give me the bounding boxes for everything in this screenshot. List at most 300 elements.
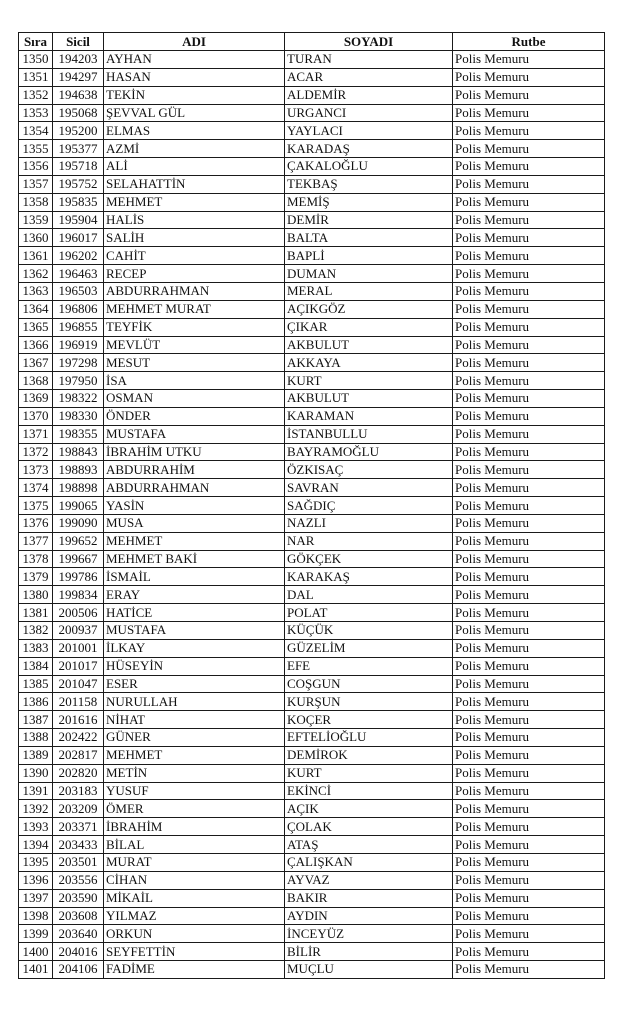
cell-sicil: 203209: [53, 800, 104, 818]
cell-soyadi: AKKAYA: [285, 354, 453, 372]
table-row: [19, 871, 605, 889]
cell-rutbe: Polis Memuru: [453, 925, 605, 943]
cell-soyadi: MEMİŞ: [285, 193, 453, 211]
cell-sira: 1368: [19, 372, 53, 390]
cell-sira: 1363: [19, 282, 53, 300]
cell-adi: MUSTAFA: [104, 425, 285, 443]
cell-adi: TEKİN: [104, 86, 285, 104]
table-row: [19, 175, 605, 193]
table-row: [19, 800, 605, 818]
cell-adi: MEHMET MURAT: [104, 300, 285, 318]
table-row: [19, 86, 605, 104]
table-row: [19, 586, 605, 604]
table-row: [19, 907, 605, 925]
table-row: [19, 782, 605, 800]
table-row: [19, 158, 605, 176]
cell-rutbe: Polis Memuru: [453, 407, 605, 425]
cell-rutbe: Polis Memuru: [453, 764, 605, 782]
table-row: [19, 300, 605, 318]
table-row: [19, 622, 605, 640]
cell-adi: BİLAL: [104, 836, 285, 854]
cell-soyadi: KARADAŞ: [285, 140, 453, 158]
table-row: [19, 140, 605, 158]
cell-sira: 1396: [19, 871, 53, 889]
table-row: [19, 407, 605, 425]
cell-soyadi: SAVRAN: [285, 479, 453, 497]
table-row: [19, 282, 605, 300]
cell-sira: 1398: [19, 907, 53, 925]
cell-adi: ÖNDER: [104, 407, 285, 425]
cell-rutbe: Polis Memuru: [453, 300, 605, 318]
column-header-rutbe: Rutbe: [453, 33, 605, 51]
cell-soyadi: POLAT: [285, 604, 453, 622]
cell-soyadi: ALDEMİR: [285, 86, 453, 104]
cell-adi: MURAT: [104, 853, 285, 871]
cell-sicil: 196202: [53, 247, 104, 265]
cell-sira: 1382: [19, 622, 53, 640]
cell-rutbe: Polis Memuru: [453, 282, 605, 300]
cell-rutbe: Polis Memuru: [453, 229, 605, 247]
table-row: [19, 104, 605, 122]
cell-soyadi: BİLİR: [285, 943, 453, 961]
cell-sira: 1394: [19, 836, 53, 854]
cell-adi: SELAHATTİN: [104, 175, 285, 193]
cell-adi: ALİ: [104, 158, 285, 176]
cell-soyadi: ÇOLAK: [285, 818, 453, 836]
cell-sira: 1369: [19, 390, 53, 408]
cell-rutbe: Polis Memuru: [453, 853, 605, 871]
table-row: [19, 657, 605, 675]
cell-sira: 1399: [19, 925, 53, 943]
cell-sira: 1395: [19, 853, 53, 871]
cell-rutbe: Polis Memuru: [453, 639, 605, 657]
cell-sicil: 197298: [53, 354, 104, 372]
cell-sira: 1370: [19, 407, 53, 425]
cell-sicil: 199834: [53, 586, 104, 604]
cell-sira: 1392: [19, 800, 53, 818]
cell-rutbe: Polis Memuru: [453, 51, 605, 69]
cell-soyadi: ÇAKALOĞLU: [285, 158, 453, 176]
table-row: [19, 247, 605, 265]
table-row: [19, 390, 605, 408]
cell-sicil: 196017: [53, 229, 104, 247]
cell-soyadi: BAKIR: [285, 889, 453, 907]
cell-rutbe: Polis Memuru: [453, 889, 605, 907]
cell-sira: 1361: [19, 247, 53, 265]
cell-adi: MEHMET: [104, 532, 285, 550]
cell-soyadi: EKİNCİ: [285, 782, 453, 800]
cell-sira: 1375: [19, 497, 53, 515]
cell-rutbe: Polis Memuru: [453, 871, 605, 889]
cell-rutbe: Polis Memuru: [453, 693, 605, 711]
cell-soyadi: KURŞUN: [285, 693, 453, 711]
cell-rutbe: Polis Memuru: [453, 122, 605, 140]
cell-sira: 1359: [19, 211, 53, 229]
cell-sira: 1354: [19, 122, 53, 140]
cell-adi: MESUT: [104, 354, 285, 372]
cell-sira: 1377: [19, 532, 53, 550]
cell-sicil: 201017: [53, 657, 104, 675]
cell-rutbe: Polis Memuru: [453, 265, 605, 283]
column-header-sira: Sıra: [19, 33, 53, 51]
cell-adi: YASİN: [104, 497, 285, 515]
table-row: [19, 550, 605, 568]
cell-sicil: 198843: [53, 443, 104, 461]
cell-sicil: 195718: [53, 158, 104, 176]
cell-adi: MİKAİL: [104, 889, 285, 907]
cell-soyadi: ATAŞ: [285, 836, 453, 854]
cell-adi: RECEP: [104, 265, 285, 283]
cell-sira: 1380: [19, 586, 53, 604]
cell-soyadi: KURT: [285, 372, 453, 390]
table-row: [19, 818, 605, 836]
table-row: [19, 836, 605, 854]
cell-rutbe: Polis Memuru: [453, 461, 605, 479]
cell-sira: 1397: [19, 889, 53, 907]
cell-sira: 1389: [19, 746, 53, 764]
cell-sira: 1400: [19, 943, 53, 961]
cell-rutbe: Polis Memuru: [453, 729, 605, 747]
cell-soyadi: ACAR: [285, 68, 453, 86]
table-row: [19, 675, 605, 693]
cell-rutbe: Polis Memuru: [453, 175, 605, 193]
cell-adi: CAHİT: [104, 247, 285, 265]
cell-rutbe: Polis Memuru: [453, 68, 605, 86]
cell-soyadi: AKBULUT: [285, 336, 453, 354]
cell-adi: HATİCE: [104, 604, 285, 622]
cell-soyadi: YAYLACI: [285, 122, 453, 140]
cell-rutbe: Polis Memuru: [453, 372, 605, 390]
cell-sicil: 203556: [53, 871, 104, 889]
cell-sira: 1385: [19, 675, 53, 693]
cell-rutbe: Polis Memuru: [453, 711, 605, 729]
cell-soyadi: MERAL: [285, 282, 453, 300]
cell-adi: MUSTAFA: [104, 622, 285, 640]
cell-adi: MEHMET BAKİ: [104, 550, 285, 568]
cell-sicil: 201001: [53, 639, 104, 657]
cell-sicil: 202422: [53, 729, 104, 747]
cell-sicil: 197950: [53, 372, 104, 390]
cell-adi: ESER: [104, 675, 285, 693]
cell-soyadi: MUÇLU: [285, 961, 453, 979]
cell-adi: NURULLAH: [104, 693, 285, 711]
cell-soyadi: DAL: [285, 586, 453, 604]
cell-soyadi: EFTELİOĞLU: [285, 729, 453, 747]
cell-rutbe: Polis Memuru: [453, 907, 605, 925]
cell-soyadi: BALTA: [285, 229, 453, 247]
cell-sicil: 195068: [53, 104, 104, 122]
table-row: [19, 497, 605, 515]
cell-soyadi: TEKBAŞ: [285, 175, 453, 193]
cell-rutbe: Polis Memuru: [453, 657, 605, 675]
table-row: [19, 889, 605, 907]
cell-sicil: 195904: [53, 211, 104, 229]
cell-sira: 1376: [19, 514, 53, 532]
cell-sicil: 201616: [53, 711, 104, 729]
table-row: [19, 604, 605, 622]
cell-sicil: 198330: [53, 407, 104, 425]
cell-sira: 1367: [19, 354, 53, 372]
cell-sicil: 199786: [53, 568, 104, 586]
cell-adi: İLKAY: [104, 639, 285, 657]
cell-sicil: 194203: [53, 51, 104, 69]
table-row: [19, 746, 605, 764]
cell-sicil: 195377: [53, 140, 104, 158]
cell-rutbe: Polis Memuru: [453, 550, 605, 568]
table-row: [19, 122, 605, 140]
cell-rutbe: Polis Memuru: [453, 193, 605, 211]
cell-sira: 1357: [19, 175, 53, 193]
cell-adi: METİN: [104, 764, 285, 782]
cell-sicil: 198893: [53, 461, 104, 479]
cell-soyadi: NAR: [285, 532, 453, 550]
table-row: [19, 425, 605, 443]
cell-soyadi: İNCEYÜZ: [285, 925, 453, 943]
cell-sicil: 198322: [53, 390, 104, 408]
cell-sira: 1352: [19, 86, 53, 104]
cell-sira: 1383: [19, 639, 53, 657]
cell-sicil: 203183: [53, 782, 104, 800]
cell-soyadi: KARAMAN: [285, 407, 453, 425]
cell-adi: YILMAZ: [104, 907, 285, 925]
cell-rutbe: Polis Memuru: [453, 943, 605, 961]
cell-sicil: 203590: [53, 889, 104, 907]
cell-adi: MEVLÜT: [104, 336, 285, 354]
cell-rutbe: Polis Memuru: [453, 318, 605, 336]
column-header-sicil: Sicil: [53, 33, 104, 51]
cell-sicil: 201158: [53, 693, 104, 711]
cell-rutbe: Polis Memuru: [453, 675, 605, 693]
cell-adi: ABDURRAHMAN: [104, 479, 285, 497]
cell-soyadi: ÇIKAR: [285, 318, 453, 336]
cell-soyadi: TURAN: [285, 51, 453, 69]
cell-soyadi: BAYRAMOĞLU: [285, 443, 453, 461]
cell-sira: 1379: [19, 568, 53, 586]
cell-sira: 1371: [19, 425, 53, 443]
cell-rutbe: Polis Memuru: [453, 104, 605, 122]
cell-sicil: 196919: [53, 336, 104, 354]
cell-sicil: 199065: [53, 497, 104, 515]
cell-rutbe: Polis Memuru: [453, 497, 605, 515]
cell-soyadi: KÜÇÜK: [285, 622, 453, 640]
cell-adi: HASAN: [104, 68, 285, 86]
table-row: [19, 354, 605, 372]
table-row: [19, 693, 605, 711]
column-header-soyadi: SOYADI: [285, 33, 453, 51]
cell-sicil: 195835: [53, 193, 104, 211]
cell-sira: 1381: [19, 604, 53, 622]
cell-adi: AZMİ: [104, 140, 285, 158]
cell-rutbe: Polis Memuru: [453, 586, 605, 604]
cell-adi: AYHAN: [104, 51, 285, 69]
cell-adi: İBRAHİM UTKU: [104, 443, 285, 461]
cell-sicil: 203501: [53, 853, 104, 871]
cell-soyadi: KURT: [285, 764, 453, 782]
cell-adi: ELMAS: [104, 122, 285, 140]
cell-sicil: 202820: [53, 764, 104, 782]
cell-adi: ERAY: [104, 586, 285, 604]
cell-sicil: 200506: [53, 604, 104, 622]
cell-sicil: 200937: [53, 622, 104, 640]
cell-rutbe: Polis Memuru: [453, 211, 605, 229]
table-row: [19, 479, 605, 497]
table-row: [19, 211, 605, 229]
cell-rutbe: Polis Memuru: [453, 390, 605, 408]
cell-sira: 1360: [19, 229, 53, 247]
cell-sira: 1356: [19, 158, 53, 176]
table-row: [19, 229, 605, 247]
cell-soyadi: GÜZELİM: [285, 639, 453, 657]
cell-soyadi: DEMİROK: [285, 746, 453, 764]
table-row: [19, 764, 605, 782]
table-body: [19, 51, 605, 979]
cell-adi: MEHMET: [104, 746, 285, 764]
cell-soyadi: AKBULUT: [285, 390, 453, 408]
cell-soyadi: AÇIK: [285, 800, 453, 818]
table-row: [19, 853, 605, 871]
cell-adi: CİHAN: [104, 871, 285, 889]
table-row: [19, 729, 605, 747]
cell-soyadi: ÖZKISAÇ: [285, 461, 453, 479]
personnel-table: [18, 32, 605, 979]
cell-soyadi: SAĞDIÇ: [285, 497, 453, 515]
cell-sicil: 194638: [53, 86, 104, 104]
cell-adi: GÜNER: [104, 729, 285, 747]
cell-adi: NİHAT: [104, 711, 285, 729]
table-row: [19, 443, 605, 461]
cell-sira: 1388: [19, 729, 53, 747]
table-row: [19, 461, 605, 479]
cell-soyadi: AÇIKGÖZ: [285, 300, 453, 318]
cell-sicil: 202817: [53, 746, 104, 764]
cell-soyadi: AYDIN: [285, 907, 453, 925]
cell-sira: 1373: [19, 461, 53, 479]
cell-sicil: 203640: [53, 925, 104, 943]
cell-rutbe: Polis Memuru: [453, 782, 605, 800]
cell-rutbe: Polis Memuru: [453, 336, 605, 354]
cell-adi: ABDURRAHMAN: [104, 282, 285, 300]
cell-soyadi: GÖKÇEK: [285, 550, 453, 568]
cell-adi: MUSA: [104, 514, 285, 532]
cell-rutbe: Polis Memuru: [453, 86, 605, 104]
cell-soyadi: NAZLI: [285, 514, 453, 532]
table-row: [19, 532, 605, 550]
cell-adi: ORKUN: [104, 925, 285, 943]
cell-adi: YUSUF: [104, 782, 285, 800]
cell-sira: 1387: [19, 711, 53, 729]
cell-sira: 1372: [19, 443, 53, 461]
cell-rutbe: Polis Memuru: [453, 514, 605, 532]
cell-soyadi: ÇALIŞKAN: [285, 853, 453, 871]
table-row: [19, 514, 605, 532]
cell-adi: İSMAİL: [104, 568, 285, 586]
cell-sicil: 196855: [53, 318, 104, 336]
cell-rutbe: Polis Memuru: [453, 479, 605, 497]
cell-soyadi: DEMİR: [285, 211, 453, 229]
cell-sicil: 203433: [53, 836, 104, 854]
cell-sira: 1391: [19, 782, 53, 800]
cell-rutbe: Polis Memuru: [453, 961, 605, 979]
cell-adi: MEHMET: [104, 193, 285, 211]
cell-rutbe: Polis Memuru: [453, 622, 605, 640]
cell-adi: SALİH: [104, 229, 285, 247]
cell-rutbe: Polis Memuru: [453, 818, 605, 836]
cell-soyadi: KARAKAŞ: [285, 568, 453, 586]
cell-sicil: 199652: [53, 532, 104, 550]
cell-sicil: 204106: [53, 961, 104, 979]
cell-rutbe: Polis Memuru: [453, 604, 605, 622]
cell-sicil: 195200: [53, 122, 104, 140]
cell-sicil: 199667: [53, 550, 104, 568]
cell-sira: 1386: [19, 693, 53, 711]
cell-sira: 1350: [19, 51, 53, 69]
cell-adi: HALİS: [104, 211, 285, 229]
cell-sira: 1358: [19, 193, 53, 211]
cell-soyadi: KOÇER: [285, 711, 453, 729]
cell-soyadi: İSTANBULLU: [285, 425, 453, 443]
cell-adi: OSMAN: [104, 390, 285, 408]
table-row: [19, 265, 605, 283]
column-header-adi: ADI: [104, 33, 285, 51]
cell-sicil: 198355: [53, 425, 104, 443]
cell-sicil: 194297: [53, 68, 104, 86]
cell-sicil: 195752: [53, 175, 104, 193]
table-row: [19, 336, 605, 354]
cell-adi: İBRAHİM: [104, 818, 285, 836]
cell-sicil: 199090: [53, 514, 104, 532]
cell-rutbe: Polis Memuru: [453, 158, 605, 176]
cell-sicil: 196463: [53, 265, 104, 283]
cell-adi: İSA: [104, 372, 285, 390]
cell-adi: ÖMER: [104, 800, 285, 818]
cell-sira: 1353: [19, 104, 53, 122]
cell-adi: ABDURRAHİM: [104, 461, 285, 479]
cell-rutbe: Polis Memuru: [453, 425, 605, 443]
cell-soyadi: BAPLİ: [285, 247, 453, 265]
table-row: [19, 51, 605, 69]
cell-sira: 1366: [19, 336, 53, 354]
cell-soyadi: AYVAZ: [285, 871, 453, 889]
cell-adi: ŞEVVAL GÜL: [104, 104, 285, 122]
cell-rutbe: Polis Memuru: [453, 568, 605, 586]
cell-rutbe: Polis Memuru: [453, 746, 605, 764]
cell-soyadi: EFE: [285, 657, 453, 675]
cell-rutbe: Polis Memuru: [453, 140, 605, 158]
cell-sicil: 203608: [53, 907, 104, 925]
cell-sira: 1393: [19, 818, 53, 836]
table-row: [19, 568, 605, 586]
table-row: [19, 68, 605, 86]
cell-sira: 1384: [19, 657, 53, 675]
table-row: [19, 639, 605, 657]
cell-sira: 1378: [19, 550, 53, 568]
cell-soyadi: DUMAN: [285, 265, 453, 283]
cell-sicil: 201047: [53, 675, 104, 693]
cell-sicil: 196806: [53, 300, 104, 318]
cell-rutbe: Polis Memuru: [453, 443, 605, 461]
table-row: [19, 711, 605, 729]
cell-sicil: 203371: [53, 818, 104, 836]
cell-sira: 1362: [19, 265, 53, 283]
cell-rutbe: Polis Memuru: [453, 354, 605, 372]
cell-sira: 1401: [19, 961, 53, 979]
cell-adi: TEYFİK: [104, 318, 285, 336]
cell-rutbe: Polis Memuru: [453, 836, 605, 854]
table-row: [19, 318, 605, 336]
cell-sicil: 196503: [53, 282, 104, 300]
table-row: [19, 961, 605, 979]
table-row: [19, 943, 605, 961]
